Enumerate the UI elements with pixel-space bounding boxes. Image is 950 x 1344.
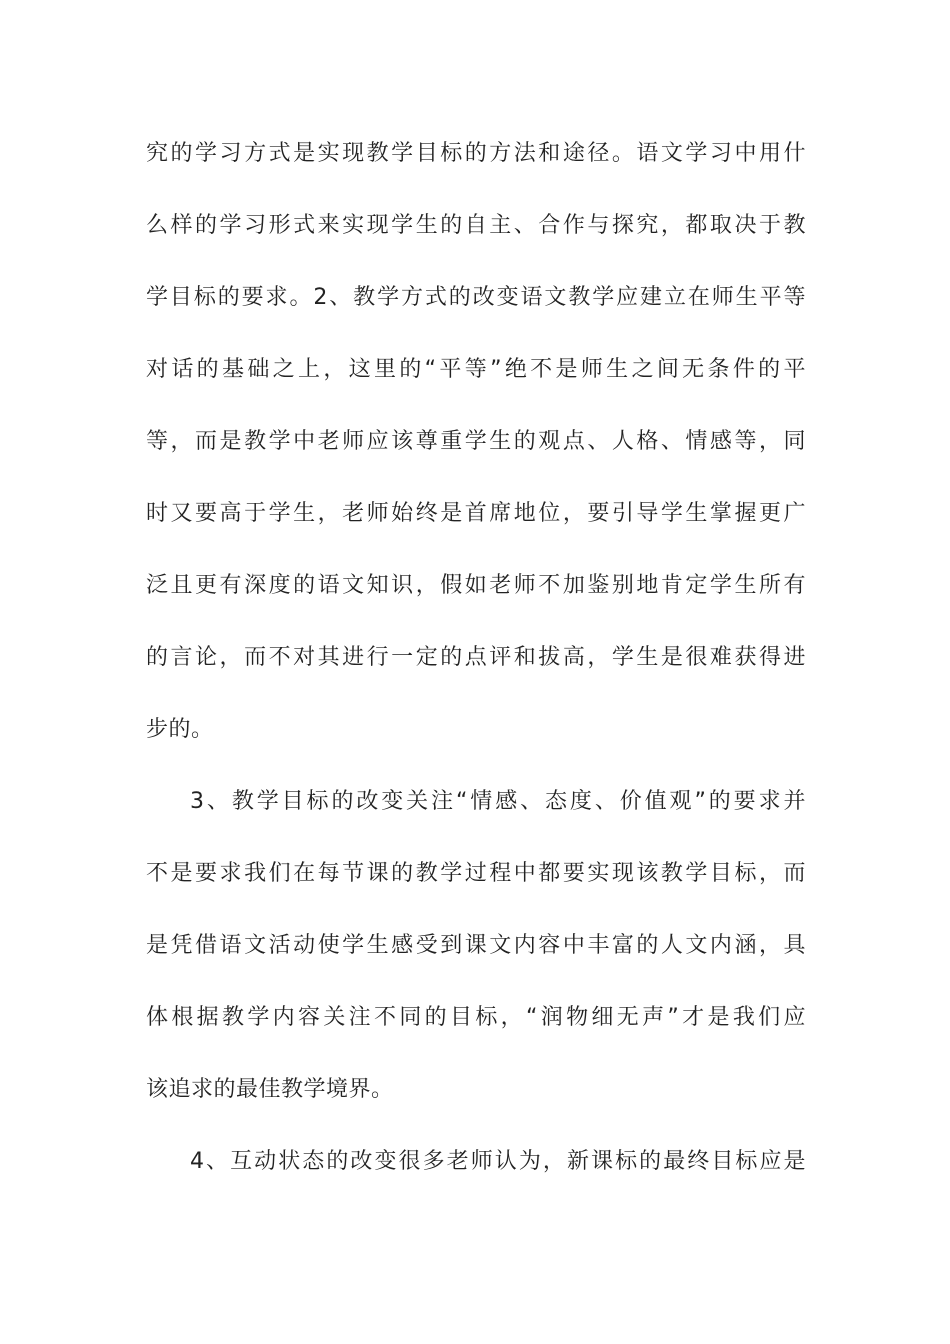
paragraph-line-2: 么样的学习形式来实现学生的自主、合作与探究，都取决于教 [146,213,806,238]
paragraph-line-11: 不是要求我们在每节课的教学过程中都要实现该教学目标，而 [146,861,806,886]
paragraph-line-13: 体根据教学内容关注不同的目标，“润物细无声”才是我们应 [146,1005,806,1030]
paragraph-line-10: 3、教学目标的改变关注“情感、态度、价值观”的要求并 [190,789,806,814]
paragraph-line-4: 对话的基础之上，这里的“平等”绝不是师生之间无条件的平 [146,357,806,382]
paragraph-line-5: 等，而是教学中老师应该尊重学生的观点、人格、情感等，同 [146,429,806,454]
paragraph-line-3: 学目标的要求。2、教学方式的改变语文教学应建立在师生平等 [146,285,806,310]
paragraph-line-8: 的言论，而不对其进行一定的点评和拔高，学生是很难获得进 [146,645,806,670]
paragraph-line-14: 该追求的最佳教学境界。 [146,1077,394,1102]
paragraph-line-9: 步的。 [146,717,214,742]
paragraph-line-12: 是凭借语文活动使学生感受到课文内容中丰富的人文内涵，具 [146,933,806,958]
paragraph-line-1: 究的学习方式是实现教学目标的方法和途径。语文学习中用什 [146,141,806,166]
paragraph-line-7: 泛且更有深度的语文知识，假如老师不加鉴别地肯定学生所有 [146,573,806,598]
paragraph-line-6: 时又要高于学生，老师始终是首席地位，要引导学生掌握更广 [146,501,806,526]
paragraph-line-15: 4、互动状态的改变很多老师认为，新课标的最终目标应是 [190,1149,806,1174]
